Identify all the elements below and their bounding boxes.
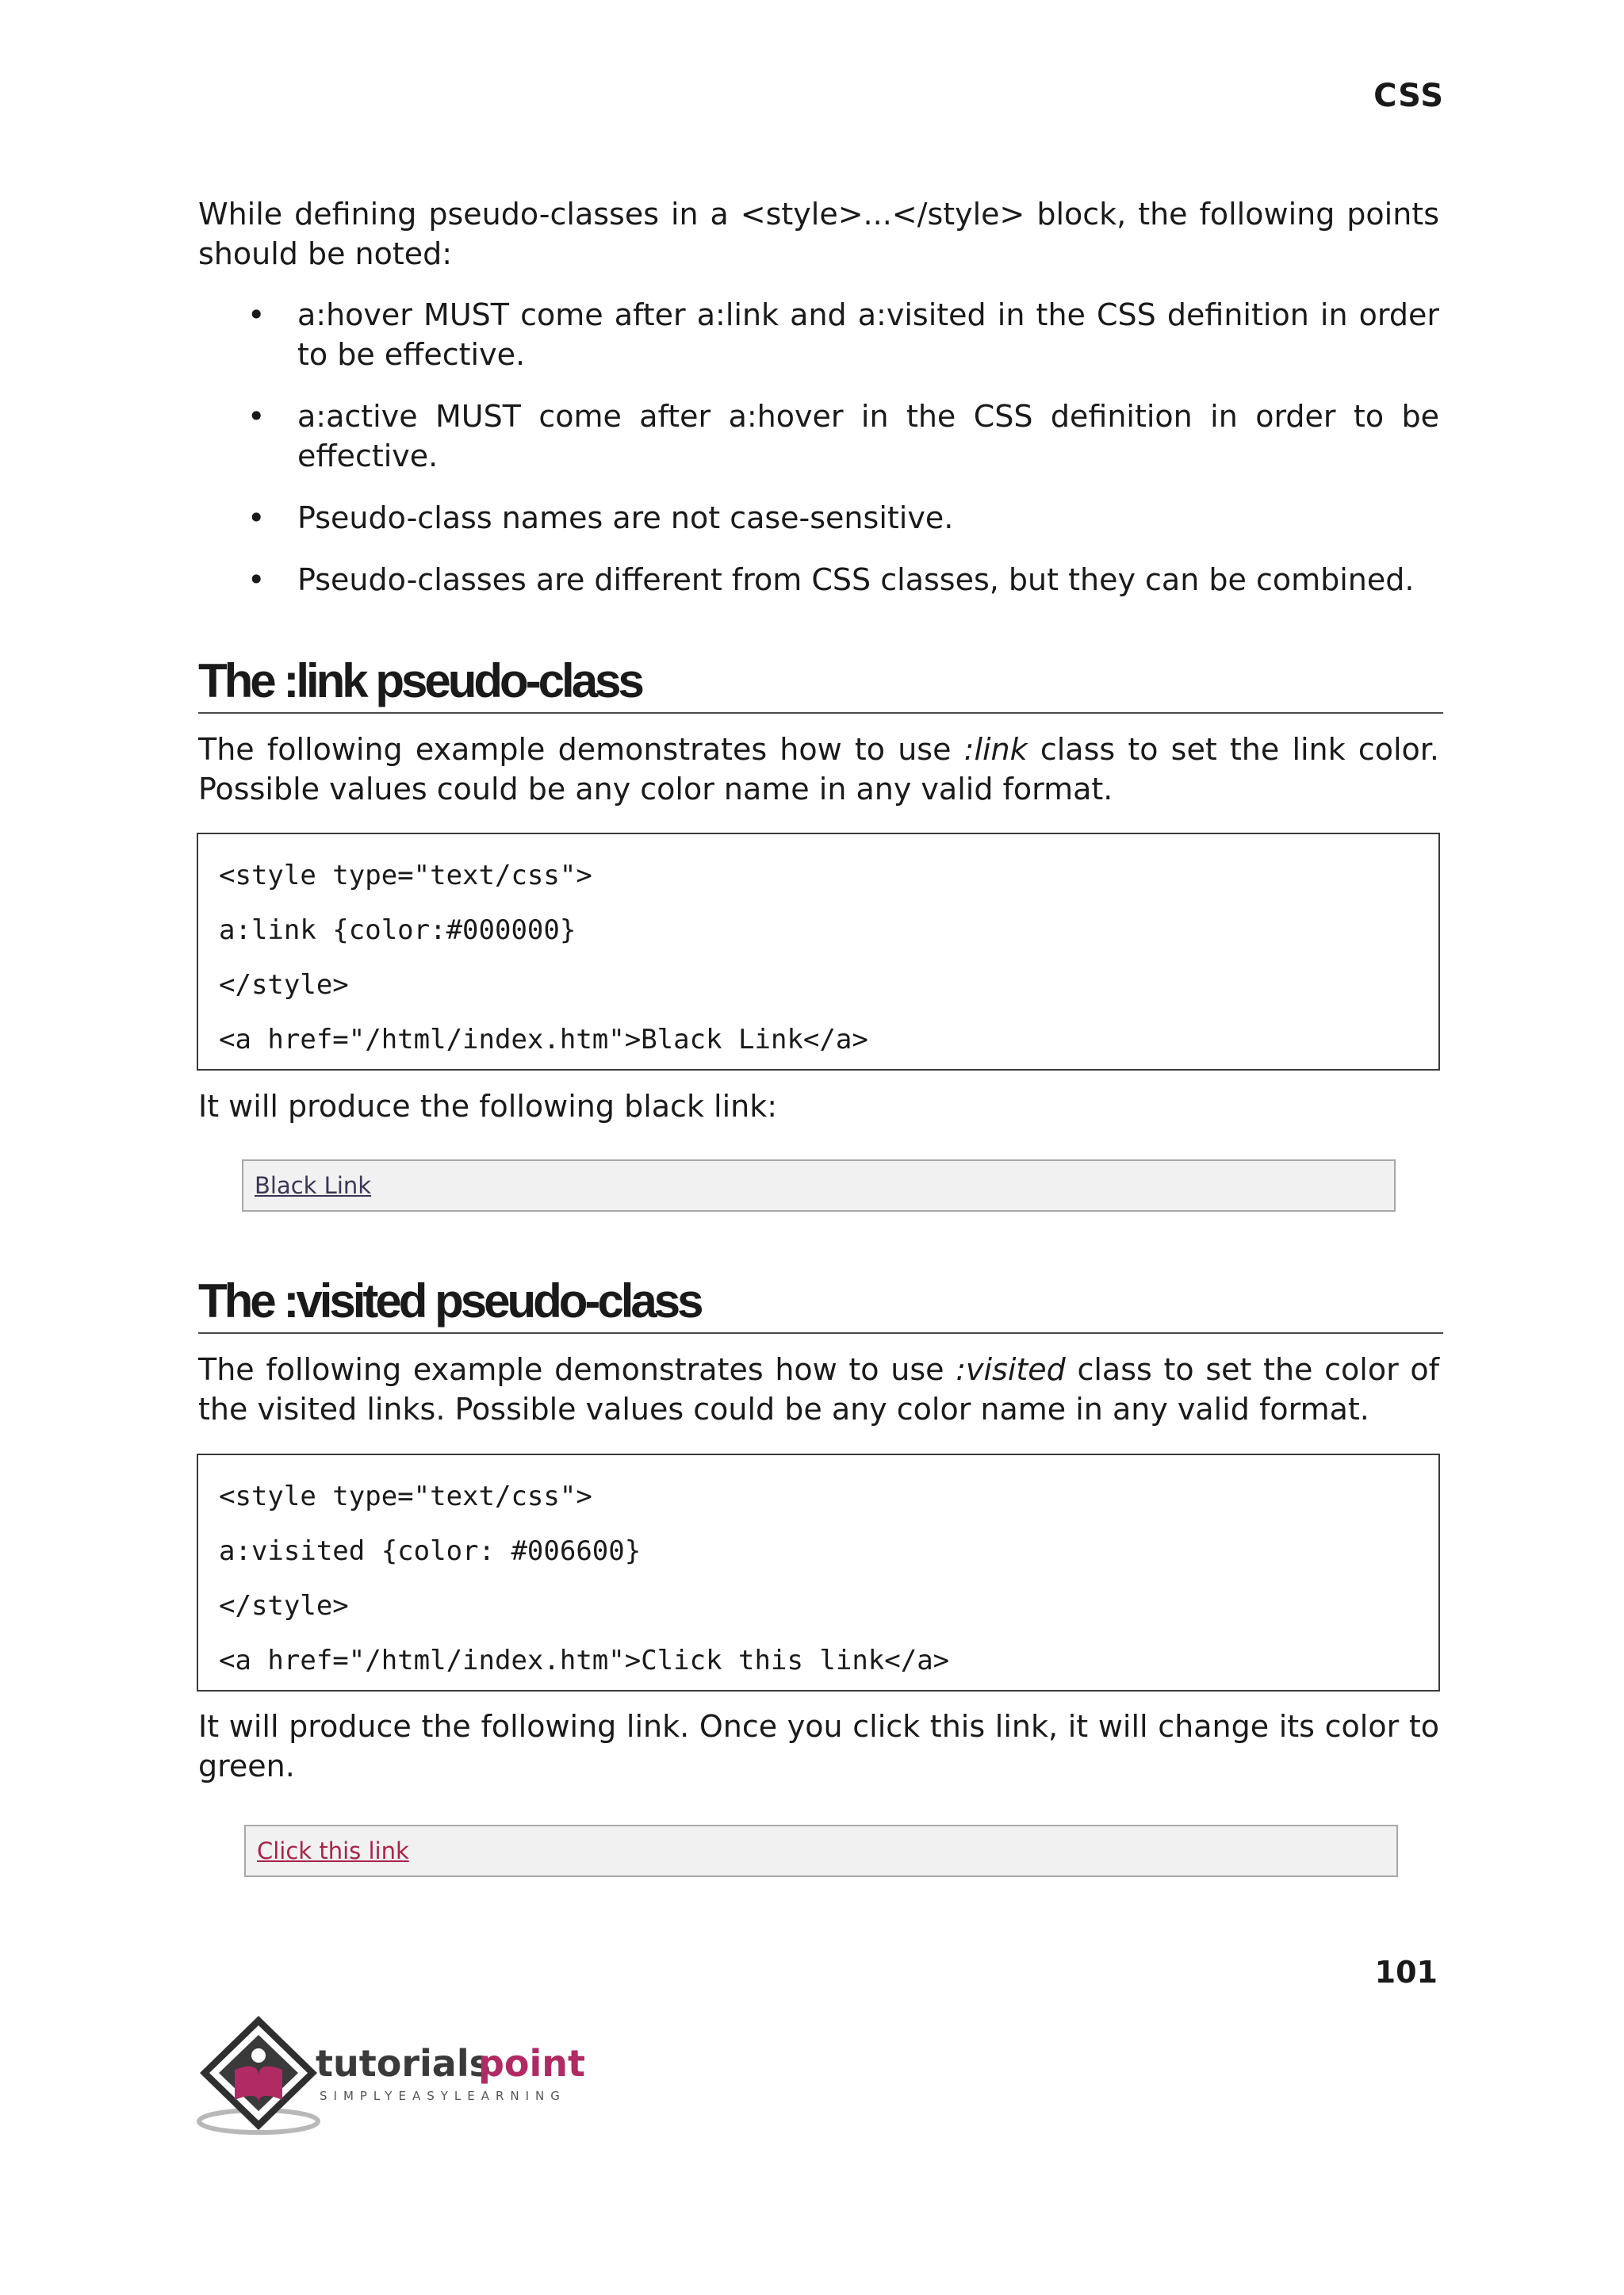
code-block-link: [197, 833, 1440, 1071]
list-item: [198, 498, 1439, 538]
code-line: </style>: [219, 1590, 349, 1622]
description-text: class to set the color of the visited links. Possible values could be any color name in any valid format.: [198, 1352, 1439, 1427]
intro-paragraph: While defining pseudo-classes in a <style>...</style> block, the following points should be noted:: [198, 197, 1439, 271]
bullet-icon: •: [247, 399, 266, 434]
page-number: 101: [1374, 1955, 1438, 1990]
bullet-icon: •: [247, 297, 266, 332]
logo-tagline: SIMPLYEASYLEARNING: [320, 2089, 566, 2103]
list-item: [198, 560, 1439, 600]
bullet-icon: •: [247, 500, 266, 535]
visited-result-text: It will produce the following link. Once you click this link, it will change its color to green.: [198, 1709, 1439, 1784]
link-result-text: It will produce the following black link:: [198, 1089, 778, 1124]
description-text: The following example demonstrates how to use: [198, 1352, 956, 1387]
bullet-icon: •: [247, 562, 266, 597]
list-item: [198, 295, 1439, 374]
code-line: <style type="text/css">: [219, 860, 592, 891]
demo-output-visited: [244, 1825, 1398, 1877]
tutorialspoint-logo: [197, 2014, 609, 2141]
code-line: a:visited {color: #006600}: [219, 1535, 642, 1567]
list-item: [198, 397, 1439, 476]
section-heading-link: The :link pseudo-class: [198, 653, 1443, 714]
link-description: [198, 730, 1439, 809]
code-line: </style>: [219, 969, 349, 1001]
demo-black-link[interactable]: Black Link: [255, 1172, 372, 1199]
list-item-text: Pseudo-class names are not case-sensitive.: [297, 500, 954, 535]
list-item-text: a:hover MUST come after a:link and a:visited in the CSS definition in order to be effective.: [297, 297, 1439, 372]
description-text: The following example demonstrates how to use: [198, 732, 964, 767]
visited-description: [198, 1350, 1439, 1429]
logo-person-head: [251, 2048, 266, 2063]
logo-brand-right: point: [478, 2042, 586, 2085]
notes-list: [198, 295, 1439, 622]
description-text: class to set the link color. Possible values could be any color name in any valid format.: [198, 732, 1439, 807]
code-line: <a href="/html/index.htm">Black Link</a>: [219, 1024, 868, 1056]
logo-brand-left: tutorials: [316, 2042, 491, 2085]
list-item-text: Pseudo-classes are different from CSS classes, but they can be combined.: [297, 562, 1415, 597]
demo-visited-link[interactable]: Click this link: [257, 1837, 409, 1864]
list-item-text: a:active MUST come after a:hover in the CSS definition in order to be effective.: [297, 399, 1439, 473]
code-line: a:link {color:#000000}: [219, 914, 576, 946]
description-emphasis: :link: [963, 732, 1028, 767]
description-emphasis: :visited: [956, 1352, 1066, 1387]
code-line: <style type="text/css">: [219, 1481, 592, 1512]
code-line: <a href="/html/index.htm">Click this link</a>: [219, 1645, 950, 1676]
page-header-title: CSS: [1373, 78, 1444, 114]
section-heading-visited: The :visited pseudo-class: [198, 1274, 1443, 1334]
code-block-visited: [197, 1454, 1440, 1692]
demo-output-link: [242, 1159, 1396, 1212]
